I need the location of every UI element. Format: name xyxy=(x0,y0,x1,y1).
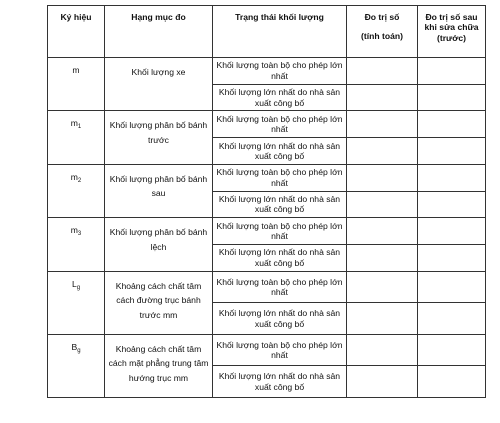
table-row xyxy=(48,271,486,303)
state-max-published: Khối lượng lớn nhất do nhà sản xuất công bố xyxy=(213,366,347,398)
after-repair-value-cell xyxy=(418,138,486,165)
item-cell: Khoảng cách chất tâm cách mặt phẳng trung tâm hướng trục mm xyxy=(105,334,213,397)
measured-value-cell xyxy=(347,84,418,111)
measured-value-cell xyxy=(347,218,418,245)
header-measured xyxy=(347,6,418,58)
measured-value-cell xyxy=(347,303,418,335)
measured-value-cell xyxy=(347,58,418,85)
item-cell: Khoảng cách chất tâm cách đường trục bánh trước mm xyxy=(105,271,213,334)
after-repair-value-cell xyxy=(418,164,486,191)
table-row xyxy=(48,111,486,138)
measured-value-cell xyxy=(347,334,418,366)
item-cell: Khối lượng phân bố bánh sau xyxy=(105,164,213,217)
symbol: L xyxy=(71,278,77,289)
header-after-repair: Đo trị số sau khi sửa chữa (trước) xyxy=(418,6,486,58)
symbol-subscript: g xyxy=(76,284,81,291)
after-repair-value-cell xyxy=(418,84,486,111)
table-body xyxy=(48,6,486,398)
symbol: m xyxy=(72,65,80,75)
measured-value-cell xyxy=(347,245,418,272)
item-cell: Khối lượng phân bố bánh trước xyxy=(105,111,213,164)
item-cell: Khối lượng xe xyxy=(105,58,213,111)
measured-value-cell xyxy=(347,366,418,398)
symbol-cell xyxy=(48,164,105,217)
symbol-cell xyxy=(48,58,105,111)
state-max-published: Khối lượng lớn nhất do nhà sản xuất công bố xyxy=(213,245,347,272)
measured-value-cell xyxy=(347,164,418,191)
state-max-allowed: Khối lượng toàn bộ cho phép lớn nhất xyxy=(213,218,347,245)
header-measured-sub: (tính toán) xyxy=(361,31,403,42)
state-max-published: Khối lượng lớn nhất do nhà sản xuất công bố xyxy=(213,303,347,335)
measured-value-cell xyxy=(347,138,418,165)
after-repair-value-cell xyxy=(418,58,486,85)
symbol-cell xyxy=(48,111,105,164)
header-measured-label: Đo trị số xyxy=(364,12,400,22)
table-row xyxy=(48,334,486,366)
measured-value-cell xyxy=(347,271,418,303)
symbol-cell xyxy=(48,218,105,271)
state-max-allowed: Khối lượng toàn bộ cho phép lớn nhất xyxy=(213,58,347,85)
symbol-subscript: 1 xyxy=(77,124,82,131)
table-row xyxy=(48,164,486,191)
symbol: m xyxy=(70,118,78,129)
after-repair-value-cell xyxy=(418,303,486,335)
measured-value-cell xyxy=(347,111,418,138)
after-repair-value-cell xyxy=(418,245,486,272)
symbol-cell xyxy=(48,334,105,397)
header-row xyxy=(48,6,486,58)
header-symbol: Ký hiệu xyxy=(48,6,105,58)
after-repair-value-cell xyxy=(418,334,486,366)
state-max-published: Khối lượng lớn nhất do nhà sản xuất công bố xyxy=(213,191,347,218)
symbol: m xyxy=(70,171,78,182)
state-max-published: Khối lượng lớn nhất do nhà sản xuất công bố xyxy=(213,138,347,165)
state-max-published: Khối lượng lớn nhất do nhà sản xuất công bố xyxy=(213,84,347,111)
table-row xyxy=(48,58,486,85)
state-max-allowed: Khối lượng toàn bộ cho phép lớn nhất xyxy=(213,111,347,138)
table-row xyxy=(48,218,486,245)
symbol-subscript: 3 xyxy=(77,231,82,238)
state-max-allowed: Khối lượng toàn bộ cho phép lớn nhất xyxy=(213,334,347,366)
state-max-allowed: Khối lượng toàn bộ cho phép lớn nhất xyxy=(213,164,347,191)
symbol: m xyxy=(70,225,78,236)
state-max-allowed: Khối lượng toàn bộ cho phép lớn nhất xyxy=(213,271,347,303)
measurement-table xyxy=(47,5,486,398)
header-item: Hạng mục đo xyxy=(105,6,213,58)
after-repair-value-cell xyxy=(418,271,486,303)
header-state: Trạng thái khối lượng xyxy=(213,6,347,58)
after-repair-value-cell xyxy=(418,366,486,398)
after-repair-value-cell xyxy=(418,111,486,138)
symbol-cell xyxy=(48,271,105,334)
symbol: B xyxy=(71,341,78,352)
item-cell: Khối lượng phân bố bánh lệch xyxy=(105,218,213,271)
after-repair-value-cell xyxy=(418,218,486,245)
symbol-subscript: 2 xyxy=(77,177,82,184)
measured-value-cell xyxy=(347,191,418,218)
symbol-subscript: g xyxy=(77,347,81,354)
after-repair-value-cell xyxy=(418,191,486,218)
